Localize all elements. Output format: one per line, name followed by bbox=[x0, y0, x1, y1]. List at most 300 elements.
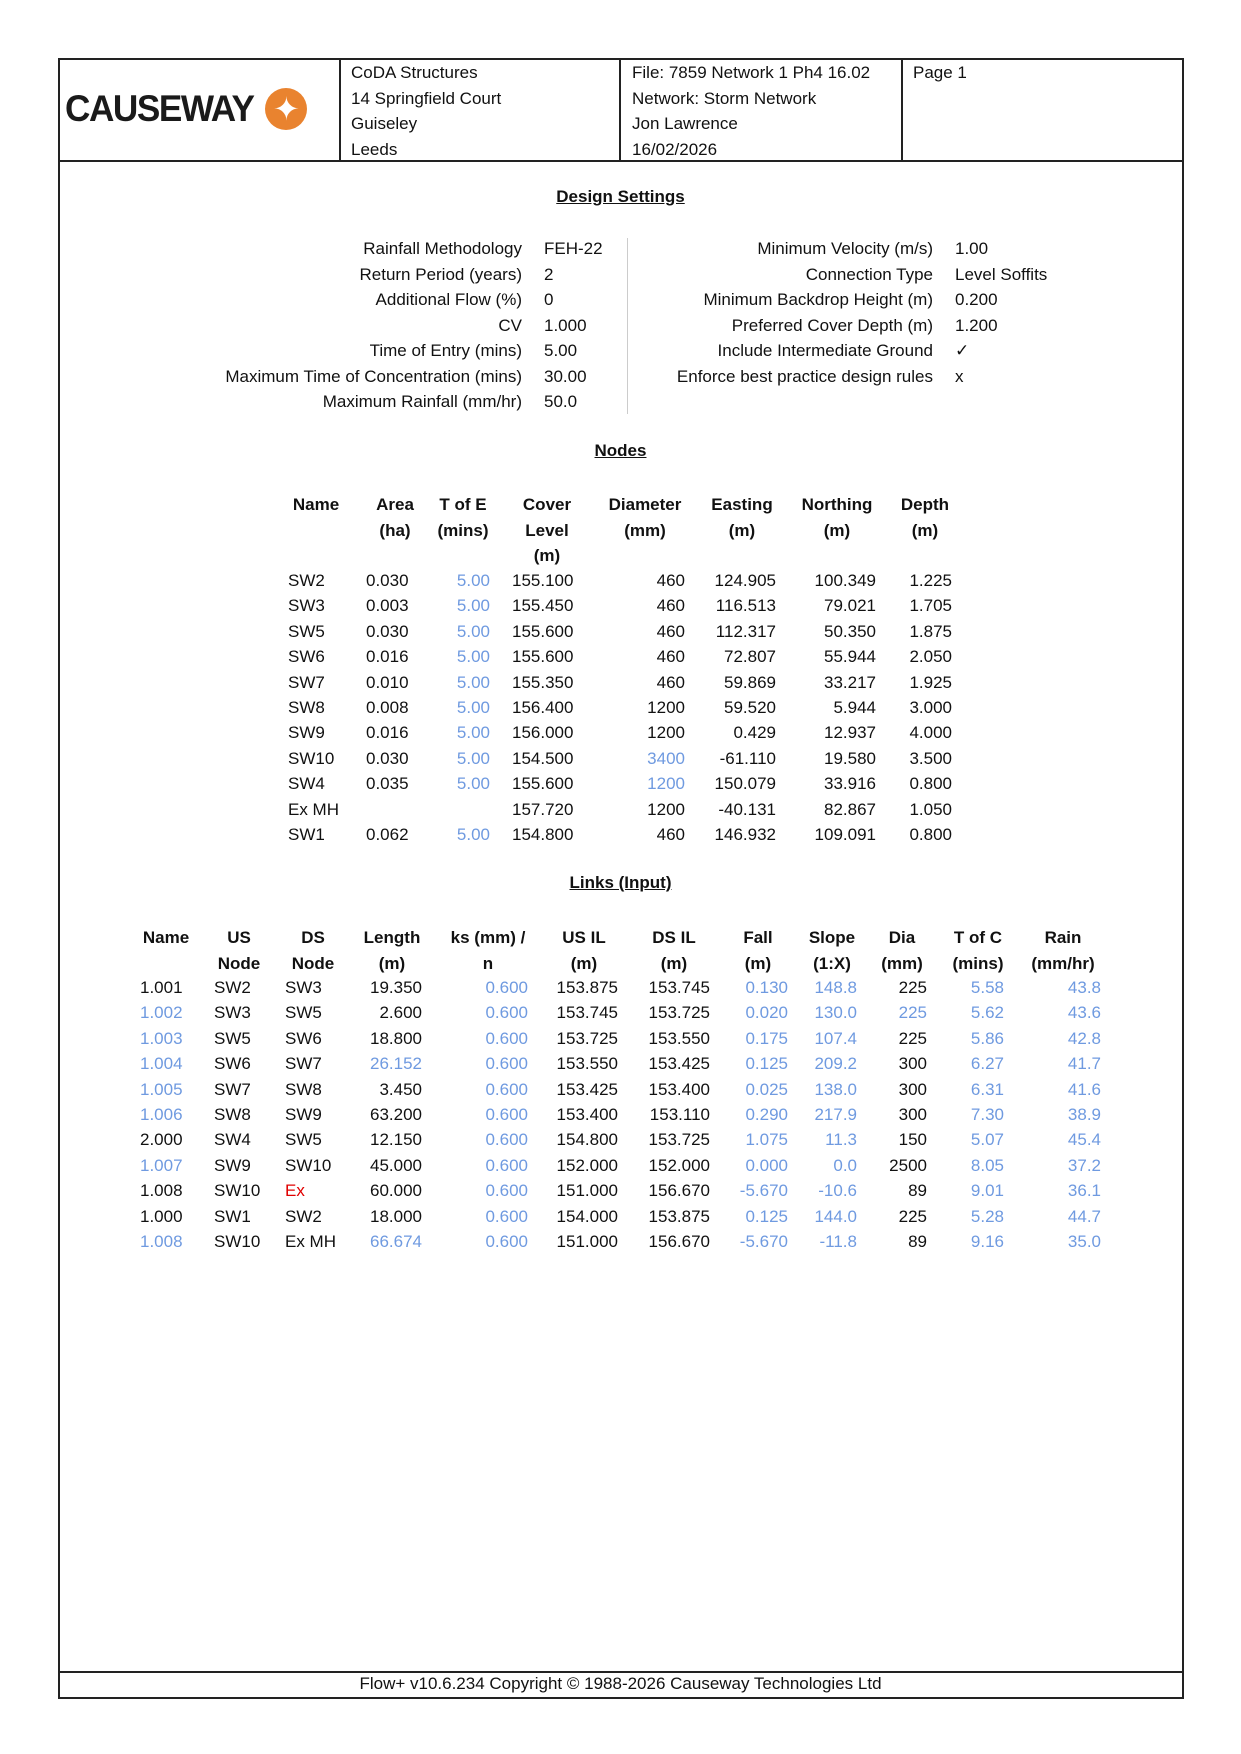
column-header: (m) bbox=[533, 546, 561, 565]
node-cell: 1200 bbox=[647, 774, 685, 794]
link-cell: SW5 bbox=[285, 1130, 322, 1150]
link-cell: 0.125 bbox=[745, 1054, 788, 1074]
node-cell: 124.905 bbox=[714, 571, 776, 590]
link-cell: SW6 bbox=[214, 1054, 251, 1074]
link-cell: 153.425 bbox=[556, 1079, 618, 1099]
design-settings-title: Design Settings bbox=[556, 187, 685, 206]
node-cell: 155.600 bbox=[512, 621, 574, 641]
link-cell: 0.025 bbox=[745, 1079, 788, 1099]
network-name: Network: Storm Network bbox=[632, 88, 817, 108]
column-header: (m) bbox=[660, 953, 688, 973]
link-cell: 43.6 bbox=[1067, 1003, 1101, 1023]
node-cell: 33.217 bbox=[824, 672, 876, 692]
node-cell: 12.937 bbox=[824, 723, 876, 743]
link-cell: 0.600 bbox=[485, 1105, 528, 1124]
link-cell: 153.875 bbox=[648, 1206, 710, 1226]
link-cell: 107.4 bbox=[814, 1028, 857, 1048]
node-cell: 0.035 bbox=[366, 774, 409, 794]
link-name: 1.006 bbox=[140, 1105, 183, 1124]
link-name: 1.005 bbox=[140, 1079, 183, 1099]
link-cell: 2.600 bbox=[379, 1003, 422, 1023]
node-name: SW8 bbox=[288, 698, 325, 717]
link-cell: 8.05 bbox=[970, 1155, 1004, 1175]
link-cell: 0.000 bbox=[745, 1155, 788, 1175]
column-header: T of C bbox=[953, 928, 1003, 947]
link-name: 1.000 bbox=[140, 1206, 183, 1226]
setting-value: 1.200 bbox=[955, 315, 998, 335]
link-cell: 153.725 bbox=[648, 1130, 710, 1150]
link-cell: 0.600 bbox=[485, 1155, 528, 1175]
link-cell: 5.62 bbox=[970, 1003, 1004, 1023]
link-name: 1.004 bbox=[140, 1054, 183, 1074]
node-cell: 0.030 bbox=[366, 621, 409, 641]
node-name: SW4 bbox=[288, 774, 325, 794]
link-cell: 36.1 bbox=[1067, 1181, 1101, 1201]
column-header: Dia bbox=[888, 928, 916, 947]
node-name: SW7 bbox=[288, 672, 325, 692]
node-cell: 155.600 bbox=[512, 647, 574, 667]
star-icon: ✦ bbox=[265, 88, 307, 130]
link-cell: SW2 bbox=[285, 1206, 322, 1226]
link-name: 1.007 bbox=[140, 1155, 183, 1175]
link-cell: SW6 bbox=[285, 1028, 322, 1048]
setting-label: Minimum Velocity (m/s) bbox=[757, 239, 933, 258]
node-name: SW10 bbox=[288, 748, 335, 768]
link-cell: 5.07 bbox=[970, 1130, 1004, 1150]
date: 16/02/2026 bbox=[632, 139, 718, 159]
link-cell: 41.6 bbox=[1067, 1079, 1101, 1099]
logo-text: CAUSEWAY bbox=[65, 88, 254, 129]
link-cell: 153.725 bbox=[556, 1028, 618, 1048]
node-cell: 5.00 bbox=[456, 774, 490, 794]
node-cell: 1200 bbox=[647, 799, 685, 819]
node-cell: 1200 bbox=[647, 698, 685, 717]
link-cell: 38.9 bbox=[1067, 1105, 1101, 1124]
node-name: SW2 bbox=[288, 571, 325, 590]
link-cell: 6.27 bbox=[970, 1054, 1004, 1074]
node-cell: 157.720 bbox=[512, 799, 574, 819]
link-cell: 300 bbox=[898, 1105, 927, 1124]
link-name: 1.008 bbox=[140, 1232, 183, 1251]
node-cell: 146.932 bbox=[714, 825, 776, 844]
link-cell: 37.2 bbox=[1067, 1155, 1101, 1175]
node-cell: 155.600 bbox=[512, 774, 574, 794]
link-cell: 5.28 bbox=[970, 1206, 1004, 1226]
link-cell: 300 bbox=[898, 1054, 927, 1074]
node-name: SW1 bbox=[288, 825, 325, 844]
node-cell: 1.705 bbox=[909, 596, 952, 616]
node-cell: 72.807 bbox=[724, 647, 776, 667]
column-header: (m) bbox=[823, 520, 851, 540]
company-address bbox=[351, 60, 616, 162]
node-cell: 155.350 bbox=[512, 672, 574, 692]
address-line: 14 Springfield Court bbox=[351, 88, 502, 108]
link-cell: 151.000 bbox=[556, 1181, 618, 1201]
link-cell: 89 bbox=[908, 1181, 927, 1201]
link-cell: 0.600 bbox=[485, 1028, 528, 1048]
column-header: Northing bbox=[801, 495, 873, 514]
node-cell: 59.520 bbox=[724, 698, 776, 717]
column-header: US bbox=[227, 928, 251, 947]
setting-value: 0.200 bbox=[955, 290, 998, 309]
node-cell: 1200 bbox=[647, 723, 685, 743]
link-cell: 152.000 bbox=[648, 1155, 710, 1175]
setting-label: Enforce best practice design rules bbox=[676, 366, 933, 386]
node-cell: 0.016 bbox=[366, 647, 409, 667]
file-info bbox=[632, 60, 898, 162]
link-cell: 19.350 bbox=[370, 978, 422, 997]
link-name: 1.008 bbox=[140, 1181, 183, 1201]
node-cell: 112.317 bbox=[715, 621, 776, 641]
node-cell: 0.062 bbox=[366, 825, 409, 844]
link-cell: SW7 bbox=[214, 1079, 251, 1099]
link-cell: -10.6 bbox=[818, 1181, 857, 1201]
node-cell: 0.008 bbox=[366, 698, 409, 717]
column-header: (m) bbox=[378, 953, 406, 973]
address-line: Guiseley bbox=[351, 114, 418, 133]
header-column-divider bbox=[619, 58, 621, 161]
node-cell: 19.580 bbox=[824, 748, 876, 768]
node-cell: -61.110 bbox=[719, 748, 776, 768]
setting-label: Maximum Rainfall (mm/hr) bbox=[322, 392, 522, 411]
node-cell: 100.349 bbox=[814, 571, 876, 590]
link-cell: -11.8 bbox=[819, 1232, 857, 1251]
link-cell: 42.8 bbox=[1067, 1028, 1101, 1048]
link-cell: Ex bbox=[285, 1181, 305, 1201]
node-cell: -40.131 bbox=[718, 799, 776, 819]
node-cell: 82.867 bbox=[824, 799, 876, 819]
link-cell: -5.670 bbox=[739, 1181, 788, 1201]
link-cell: 153.875 bbox=[556, 978, 618, 997]
link-name: 1.002 bbox=[140, 1003, 183, 1023]
link-cell: SW3 bbox=[214, 1003, 251, 1023]
column-header: US IL bbox=[562, 928, 606, 947]
column-header: n bbox=[482, 953, 494, 973]
link-cell: 2500 bbox=[889, 1155, 927, 1175]
setting-value: 30.00 bbox=[544, 366, 587, 386]
column-header: (mins) bbox=[437, 520, 489, 540]
column-header: Node bbox=[217, 953, 261, 973]
setting-value: x bbox=[955, 366, 964, 386]
settings-divider bbox=[627, 238, 628, 414]
footer-copyright: Flow+ v10.6.234 Copyright © 1988-2026 Causeway Technologies Ltd bbox=[359, 1674, 882, 1693]
link-cell: 60.000 bbox=[370, 1181, 422, 1201]
column-header: (m) bbox=[744, 953, 772, 973]
link-cell: 0.600 bbox=[485, 1079, 528, 1099]
link-cell: 156.670 bbox=[648, 1232, 710, 1251]
link-cell: 89 bbox=[908, 1232, 927, 1251]
link-cell: SW5 bbox=[214, 1028, 251, 1048]
column-header: Node bbox=[291, 953, 335, 973]
link-cell: 0.175 bbox=[745, 1028, 788, 1048]
links-title: Links (Input) bbox=[569, 873, 672, 892]
link-cell: 0.600 bbox=[485, 978, 528, 997]
setting-label: Maximum Time of Concentration (mins) bbox=[225, 366, 522, 386]
link-cell: 0.600 bbox=[485, 1232, 528, 1251]
setting-value: 50.0 bbox=[544, 392, 578, 411]
node-cell: 3400 bbox=[647, 748, 685, 768]
node-cell: 0.030 bbox=[366, 571, 409, 590]
header-column-divider bbox=[339, 58, 341, 161]
link-cell: 1.075 bbox=[745, 1130, 788, 1150]
column-header: ks (mm) / bbox=[450, 928, 526, 947]
node-cell: 460 bbox=[656, 825, 685, 844]
file-name: File: 7859 Network 1 Ph4 16.02 bbox=[632, 63, 871, 82]
link-cell: 44.7 bbox=[1067, 1206, 1101, 1226]
node-cell: 156.000 bbox=[512, 723, 574, 743]
link-cell: 0.290 bbox=[745, 1105, 788, 1124]
header-column-divider bbox=[901, 58, 903, 161]
node-cell: 154.500 bbox=[512, 748, 574, 768]
node-cell: 5.00 bbox=[456, 571, 490, 590]
column-header: Rain bbox=[1044, 928, 1082, 947]
page-number: Page 1 bbox=[913, 63, 967, 82]
setting-value: 2 bbox=[544, 264, 554, 284]
setting-label: Include Intermediate Ground bbox=[717, 341, 933, 360]
link-cell: 144.0 bbox=[814, 1206, 857, 1226]
link-cell: 225 bbox=[898, 1206, 927, 1226]
node-cell: 79.021 bbox=[824, 596, 876, 616]
link-cell: 12.150 bbox=[370, 1130, 422, 1150]
link-cell: 148.8 bbox=[814, 978, 857, 997]
node-cell: 460 bbox=[656, 596, 685, 616]
node-cell: 1.225 bbox=[909, 571, 952, 590]
link-cell: 0.130 bbox=[745, 978, 788, 997]
column-header: (mm) bbox=[881, 953, 923, 973]
column-header: Diameter bbox=[608, 495, 682, 514]
column-header: Easting bbox=[711, 495, 773, 514]
node-name: SW3 bbox=[288, 596, 325, 616]
column-header: (mm/hr) bbox=[1031, 953, 1095, 973]
link-cell: 9.01 bbox=[970, 1181, 1004, 1201]
author: Jon Lawrence bbox=[632, 114, 738, 133]
column-header: Level bbox=[525, 520, 569, 540]
link-cell: 150 bbox=[898, 1130, 927, 1150]
link-cell: SW7 bbox=[285, 1054, 322, 1074]
node-cell: 5.00 bbox=[456, 698, 490, 717]
link-cell: 154.000 bbox=[556, 1206, 618, 1226]
link-cell: 138.0 bbox=[814, 1079, 857, 1099]
link-cell: 0.020 bbox=[745, 1003, 788, 1023]
link-cell: Ex MH bbox=[285, 1232, 336, 1251]
node-cell: 0.003 bbox=[366, 596, 409, 616]
node-cell: 33.916 bbox=[824, 774, 876, 794]
link-cell: 209.2 bbox=[814, 1054, 857, 1074]
link-cell: 153.725 bbox=[648, 1003, 710, 1023]
link-cell: 9.16 bbox=[970, 1232, 1004, 1251]
setting-label: CV bbox=[498, 315, 522, 335]
node-cell: 5.00 bbox=[456, 596, 490, 616]
column-header: (mins) bbox=[952, 953, 1004, 973]
setting-label: Time of Entry (mins) bbox=[369, 341, 522, 360]
column-header: Depth bbox=[900, 495, 950, 514]
causeway-logo bbox=[65, 88, 307, 130]
link-cell: 63.200 bbox=[370, 1105, 422, 1124]
link-cell: 18.800 bbox=[370, 1028, 422, 1048]
link-cell: 35.0 bbox=[1067, 1232, 1101, 1251]
node-cell: 5.00 bbox=[456, 672, 490, 692]
node-cell: 0.429 bbox=[733, 723, 776, 743]
link-cell: 225 bbox=[898, 1028, 927, 1048]
column-header: (mm) bbox=[624, 520, 666, 540]
link-cell: 0.600 bbox=[485, 1054, 528, 1074]
link-cell: 153.550 bbox=[648, 1028, 710, 1048]
node-cell: 460 bbox=[656, 647, 685, 667]
setting-value: 0 bbox=[544, 290, 554, 309]
setting-label: Connection Type bbox=[805, 264, 933, 284]
link-cell: SW8 bbox=[285, 1079, 322, 1099]
node-cell: 3.500 bbox=[909, 748, 952, 768]
setting-label: Additional Flow (%) bbox=[375, 290, 522, 309]
node-cell: 0.800 bbox=[909, 825, 952, 844]
node-cell: 460 bbox=[656, 621, 685, 641]
setting-value: 1.00 bbox=[955, 239, 989, 258]
link-cell: SW1 bbox=[214, 1206, 251, 1226]
node-name: SW5 bbox=[288, 621, 325, 641]
node-cell: 5.00 bbox=[456, 748, 490, 768]
node-cell: 156.400 bbox=[512, 698, 574, 717]
link-name: 1.003 bbox=[140, 1028, 183, 1048]
link-cell: SW4 bbox=[214, 1130, 251, 1150]
link-cell: 11.3 bbox=[825, 1130, 857, 1150]
link-cell: 0.600 bbox=[485, 1181, 528, 1201]
node-cell: 5.00 bbox=[456, 647, 490, 667]
node-cell: 59.869 bbox=[724, 672, 776, 692]
column-header: DS bbox=[301, 928, 325, 947]
column-header: Area bbox=[376, 495, 414, 514]
link-cell: 26.152 bbox=[370, 1054, 422, 1074]
link-cell: SW9 bbox=[285, 1105, 322, 1124]
link-cell: 153.110 bbox=[649, 1105, 710, 1124]
link-cell: SW2 bbox=[214, 978, 251, 997]
node-cell: 0.800 bbox=[909, 774, 952, 794]
link-cell: SW10 bbox=[285, 1155, 332, 1175]
node-cell: 0.030 bbox=[366, 748, 409, 768]
link-cell: 0.600 bbox=[485, 1130, 528, 1150]
node-cell: 1.875 bbox=[909, 621, 952, 641]
link-cell: -5.670 bbox=[739, 1232, 788, 1251]
node-cell: 2.050 bbox=[909, 647, 952, 667]
column-header: Cover bbox=[522, 495, 572, 514]
column-header: Name bbox=[292, 495, 340, 514]
setting-label: Return Period (years) bbox=[359, 264, 522, 284]
link-name: 1.001 bbox=[140, 978, 183, 997]
node-cell: 1.925 bbox=[909, 672, 952, 692]
node-cell: 109.091 bbox=[814, 825, 876, 844]
link-cell: SW10 bbox=[214, 1181, 261, 1201]
link-cell: 130.0 bbox=[814, 1003, 857, 1023]
link-cell: 225 bbox=[898, 1003, 927, 1023]
node-cell: 155.100 bbox=[512, 571, 574, 590]
link-cell: 45.4 bbox=[1067, 1130, 1101, 1150]
node-cell: 5.944 bbox=[833, 698, 876, 717]
node-cell: 154.800 bbox=[512, 825, 574, 844]
address-line: Leeds bbox=[351, 139, 398, 159]
link-cell: 300 bbox=[898, 1079, 927, 1099]
link-cell: 0.600 bbox=[485, 1003, 528, 1023]
column-header: T of E bbox=[439, 495, 487, 514]
link-cell: 153.400 bbox=[556, 1105, 618, 1124]
link-cell: 18.000 bbox=[370, 1206, 422, 1226]
link-cell: SW5 bbox=[285, 1003, 322, 1023]
link-cell: 0.125 bbox=[745, 1206, 788, 1226]
column-header: (1:X) bbox=[813, 953, 851, 973]
node-cell: 460 bbox=[656, 672, 685, 692]
column-header: (m) bbox=[570, 953, 598, 973]
nodes-title: Nodes bbox=[594, 441, 647, 460]
link-cell: 154.800 bbox=[556, 1130, 618, 1150]
setting-value: Level Soffits bbox=[955, 264, 1048, 284]
column-header: (m) bbox=[911, 520, 939, 540]
node-cell: 460 bbox=[656, 571, 685, 590]
node-cell: 50.350 bbox=[824, 621, 876, 641]
setting-label: Preferred Cover Depth (m) bbox=[731, 315, 933, 335]
link-cell: 153.425 bbox=[648, 1054, 710, 1074]
setting-value: 5.00 bbox=[544, 341, 578, 360]
link-cell: 3.450 bbox=[379, 1079, 422, 1099]
link-cell: 5.58 bbox=[970, 978, 1004, 997]
node-cell: 3.000 bbox=[909, 698, 952, 717]
column-header: (ha) bbox=[379, 520, 411, 540]
node-cell: 155.450 bbox=[512, 596, 574, 616]
link-cell: 7.30 bbox=[970, 1105, 1004, 1124]
company-name: CoDA Structures bbox=[351, 63, 478, 82]
link-cell: 66.674 bbox=[370, 1232, 422, 1251]
link-cell: 45.000 bbox=[370, 1155, 422, 1175]
link-cell: 151.000 bbox=[556, 1232, 618, 1251]
link-name: 2.000 bbox=[140, 1130, 183, 1150]
link-cell: 0.600 bbox=[485, 1206, 528, 1226]
setting-value: ✓ bbox=[955, 341, 970, 360]
column-header: (m) bbox=[728, 520, 756, 540]
link-cell: 153.400 bbox=[648, 1079, 710, 1099]
setting-value: FEH-22 bbox=[544, 239, 603, 258]
node-name: SW6 bbox=[288, 647, 325, 667]
node-cell: 0.016 bbox=[366, 723, 409, 743]
node-cell: 5.00 bbox=[456, 621, 490, 641]
column-header: Name bbox=[142, 928, 190, 947]
node-cell: 1.050 bbox=[909, 799, 952, 819]
link-cell: 6.31 bbox=[970, 1079, 1004, 1099]
node-cell: 5.00 bbox=[456, 723, 490, 743]
link-cell: SW3 bbox=[285, 978, 322, 997]
link-cell: 225 bbox=[898, 978, 927, 997]
node-cell: 116.513 bbox=[715, 596, 776, 616]
node-cell: 150.079 bbox=[714, 774, 776, 794]
link-cell: 217.9 bbox=[814, 1105, 857, 1124]
link-cell: 153.745 bbox=[648, 978, 710, 997]
column-header: DS IL bbox=[652, 928, 696, 947]
link-cell: SW8 bbox=[214, 1105, 251, 1124]
setting-label: Rainfall Methodology bbox=[363, 239, 522, 258]
link-cell: 41.7 bbox=[1067, 1054, 1101, 1074]
link-cell: 153.745 bbox=[556, 1003, 618, 1023]
link-cell: 43.8 bbox=[1067, 978, 1101, 997]
link-cell: 153.550 bbox=[556, 1054, 618, 1074]
node-name: Ex MH bbox=[288, 799, 339, 819]
setting-label: Minimum Backdrop Height (m) bbox=[703, 290, 933, 309]
node-cell: 4.000 bbox=[909, 723, 952, 743]
column-header: Fall bbox=[743, 928, 773, 947]
node-cell: 55.944 bbox=[824, 647, 876, 667]
column-header: Slope bbox=[808, 928, 856, 947]
node-cell: 5.00 bbox=[456, 825, 490, 844]
column-header: Length bbox=[363, 928, 421, 947]
link-cell: 152.000 bbox=[556, 1155, 618, 1175]
link-cell: SW10 bbox=[214, 1232, 261, 1251]
link-cell: 0.0 bbox=[833, 1155, 857, 1175]
link-cell: 156.670 bbox=[648, 1181, 710, 1201]
